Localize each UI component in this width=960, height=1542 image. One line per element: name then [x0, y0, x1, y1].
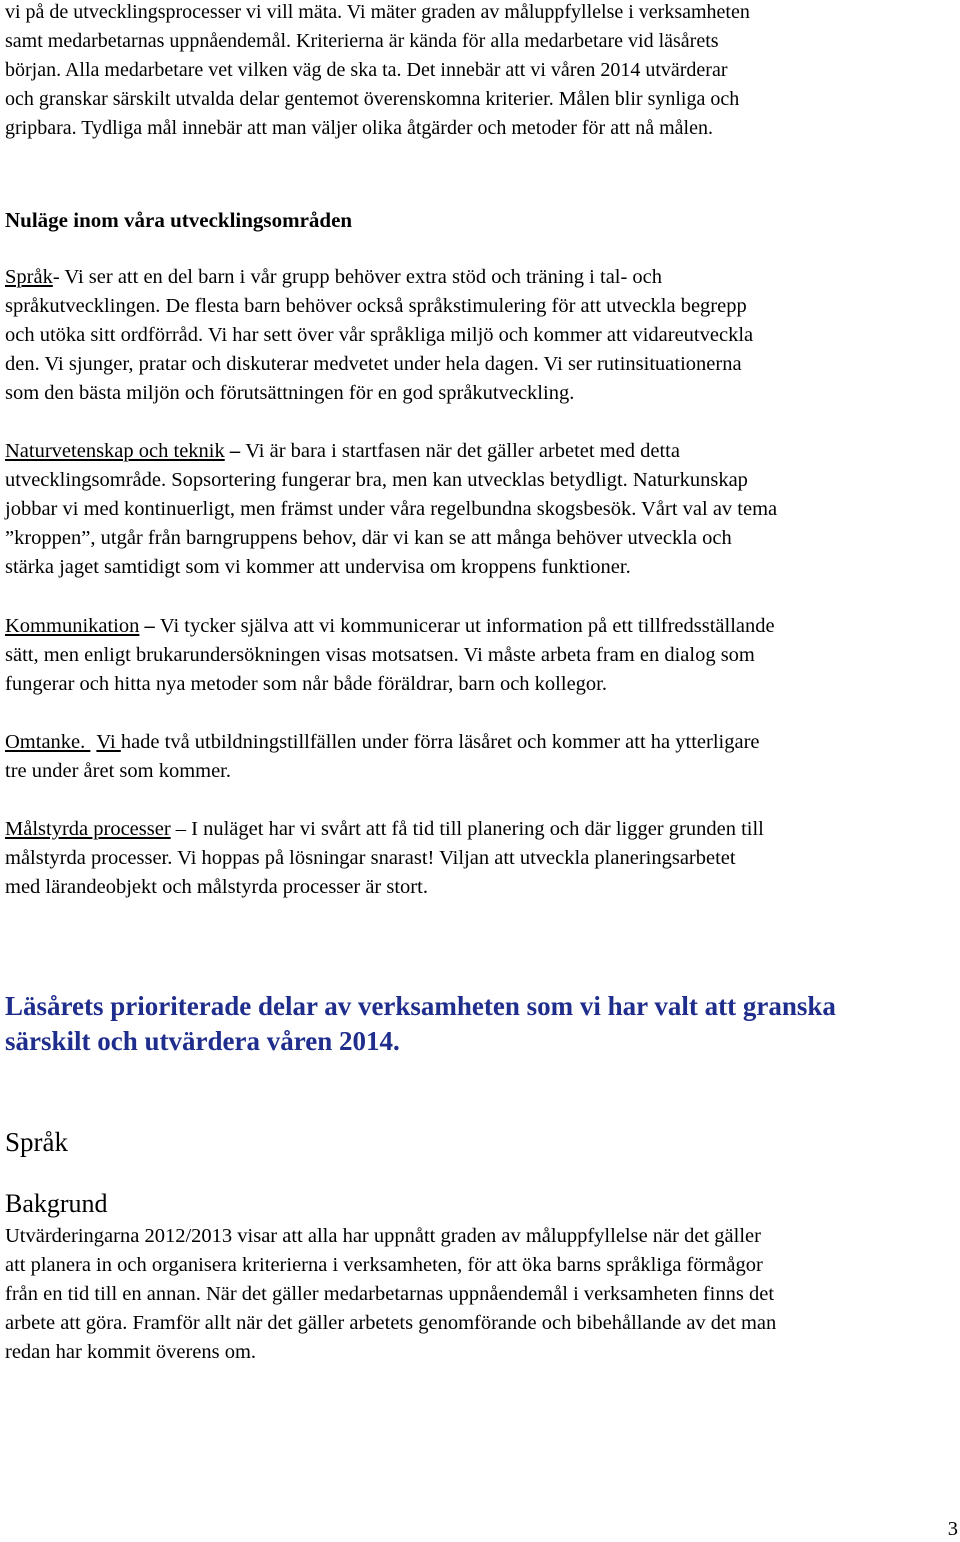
- intro-line-2: samt medarbetarnas uppnåendemål. Kriterierna är kända för alla medarbetare vid läsårets: [5, 30, 719, 52]
- omtanke-line-2: tre under året som kommer.: [5, 760, 232, 782]
- naturvetenskap-label: Naturvetenskap och teknik: [5, 440, 225, 462]
- malstyrda-label: Målstyrda processer: [5, 818, 171, 840]
- naturvetenskap-line-4: ”kroppen”, utgår från barngruppens behov, där vi kan se att många behöver utveckla och: [5, 527, 732, 549]
- prioriterade-heading-line-2: särskilt och utvärdera våren 2014.: [5, 1026, 400, 1056]
- sprak-paragraph: [5, 263, 753, 408]
- prioriterade-heading: [5, 989, 836, 1059]
- sprak-text-1: - Vi ser att en del barn i vår grupp behöver extra stöd och träning i tal- och: [52, 266, 663, 288]
- omtanke-paragraph: [5, 728, 760, 786]
- naturvetenskap-line-3: jobbar vi med kontinuerligt, men främst under våra regelbundna skogsbesök. Vårt val av tema: [5, 498, 778, 520]
- malstyrda-line-1: [5, 815, 764, 844]
- bakgrund-line-2: att planera in och organisera kriterierna i verksamheten, för att öka barns språkliga förmågor: [5, 1254, 763, 1276]
- page-number: 3: [947, 1518, 958, 1540]
- sprak-line-1: [5, 263, 753, 292]
- kommunikation-line-1: [5, 612, 775, 641]
- sprak-line-5: som den bästa miljön och förutsättningen för en god språkutveckling.: [5, 382, 575, 404]
- malstyrda-paragraph: [5, 815, 764, 902]
- naturvetenskap-line-1: [5, 437, 777, 466]
- bakgrund-subheading: Bakgrund: [5, 1189, 108, 1218]
- intro-line-4: och granskar särskilt utvalda delar gentemot överenskomna kriterier. Målen blir synliga och: [5, 88, 740, 110]
- omtanke-line-1: [5, 728, 760, 757]
- prioriterade-heading-line-1: Läsårets prioriterade delar av verksamheten som vi har valt att granska: [5, 991, 836, 1021]
- intro-paragraph: [5, 0, 750, 143]
- bakgrund-line-5: redan har kommit överens om.: [5, 1341, 257, 1363]
- naturvetenskap-line-5: stärka jaget samtidigt som vi kommer att undervisa om kroppens funktioner.: [5, 556, 631, 578]
- nulage-heading: Nuläge inom våra utvecklingsområden: [5, 208, 353, 232]
- sprak-line-4: den. Vi sjunger, pratar och diskuterar medvetet under hela dagen. Vi ser rutinsituationerna: [5, 353, 742, 375]
- malstyrda-line-3: med lärandeobjekt och målstyrda processer är stort.: [5, 876, 428, 898]
- bakgrund-paragraph: [5, 1222, 776, 1367]
- kommunikation-paragraph: [5, 612, 775, 699]
- malstyrda-line-2: målstyrda processer. Vi hoppas på lösningar snarast! Viljan att utveckla planeringsarbetet: [5, 847, 736, 869]
- intro-line-3: början. Alla medarbetare vet vilken väg de ska ta. Det innebär att vi våren 2014 utvärderar: [5, 59, 728, 81]
- omtanke-vi: Vi: [96, 731, 121, 753]
- intro-line-5: gripbara. Tydliga mål innebär att man väljer olika åtgärder och metoder för att nå målen.: [5, 117, 713, 139]
- omtanke-label: Omtanke.: [5, 731, 91, 753]
- bakgrund-line-1: Utvärderingarna 2012/2013 visar att alla har uppnått graden av måluppfyllelse när det gäller: [5, 1225, 761, 1247]
- kommunikation-label: Kommunikation: [5, 615, 140, 637]
- bakgrund-line-3: från en tid till en annan. När det gäller medarbetarnas uppnåendemål i verksamheten finns det: [5, 1283, 775, 1305]
- sprak-line-2: språkutvecklingen. De flesta barn behöver också språkstimulering för att utveckla begrepp: [5, 295, 747, 317]
- naturvetenskap-paragraph: [5, 437, 777, 582]
- naturvetenskap-dash: –: [224, 440, 246, 462]
- intro-line-1: vi på de utvecklingsprocesser vi vill mäta. Vi mäter graden av måluppfyllelse i verksamheten: [5, 1, 750, 23]
- omtanke-text-1: hade två utbildningstillfällen under förra läsåret och kommer att ha ytterligare: [120, 731, 760, 753]
- kommunikation-text-1: Vi tycker själva att vi kommunicerar ut information på ett tillfredsställande: [159, 615, 775, 637]
- sprak-line-3: och utöka sitt ordförråd. Vi har sett över vår språkliga miljö och kommer att vidareutveckla: [5, 324, 754, 346]
- sprak-label: Språk: [5, 266, 53, 288]
- naturvetenskap-text-1: Vi är bara i startfasen när det gäller arbetet med detta: [245, 440, 680, 462]
- kommunikation-line-3: fungerar och hitta nya metoder som når både föräldrar, barn och kollegor.: [5, 673, 607, 695]
- malstyrda-dash: –: [170, 818, 192, 840]
- kommunikation-line-2: sätt, men enligt brukarundersökningen visas motsatsen. Vi måste arbeta fram en dialog som: [5, 644, 755, 666]
- sprak-section-heading: Språk: [5, 1127, 68, 1157]
- bakgrund-line-4: arbete att göra. Framför allt när det gäller arbetets genomförande och bibehållande av det man: [5, 1312, 777, 1334]
- kommunikation-dash: –: [139, 615, 160, 637]
- naturvetenskap-line-2: utvecklingsområde. Sopsortering fungerar bra, men kan utvecklas betydligt. Naturkunskap: [5, 469, 748, 491]
- malstyrda-text-1: I nuläget har vi svårt att få tid till planering och där ligger grunden till: [191, 818, 764, 840]
